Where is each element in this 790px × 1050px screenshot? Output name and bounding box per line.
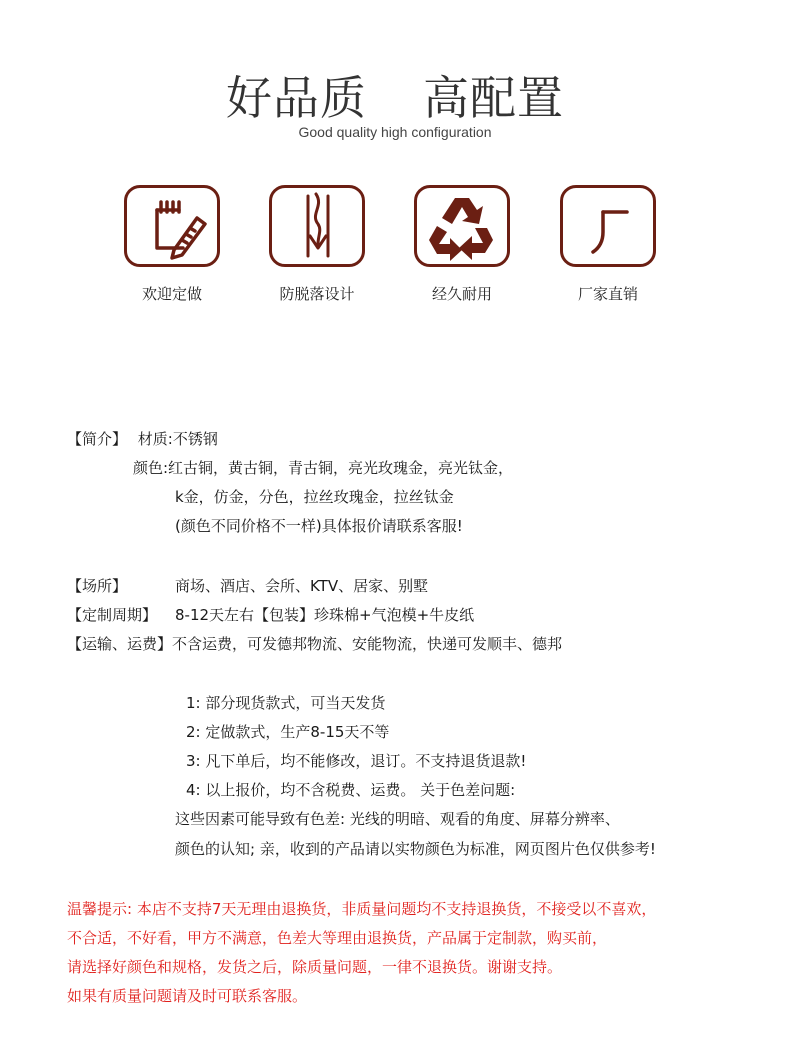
feature-label: 欢迎定做 xyxy=(141,285,202,303)
notice-line: 温馨提示: 本店不支持7天无理由退换货，非质量问题均不支持退换货，不接受以不喜欢， xyxy=(67,900,657,918)
shipping-row xyxy=(67,633,562,654)
notice-line: 不合适，不好看，甲方不满意，色差大等理由退换货，产品属于定制款，购买前， xyxy=(67,929,608,947)
feature-custom xyxy=(120,185,224,304)
recycle-icon xyxy=(417,188,507,264)
intro-material-row xyxy=(67,428,218,449)
color-diff-line: 这些因素可能导致有色差: 光线的明暗、观看的角度、屏幕分辨率、 xyxy=(175,810,620,828)
feature-icon-box xyxy=(269,185,365,267)
feature-icon-box xyxy=(560,185,656,267)
feature-label: 经久耐用 xyxy=(431,285,492,303)
intro-color-note: (颜色不同价格不一样)具体报价请联系客服! xyxy=(175,517,463,535)
title-right: 高配置 xyxy=(423,71,564,125)
venue-tag: 【场所】 xyxy=(67,577,128,595)
cycle-tag: 【定制周期】 xyxy=(67,606,158,624)
intro-tag: 【简介】 xyxy=(67,430,128,448)
note-item: 1: 部分现货款式，可当天发货 xyxy=(186,694,386,712)
feature-label: 厂家直销 xyxy=(577,285,638,303)
anti-fall-arrow-icon xyxy=(272,188,362,264)
feature-anti-fall xyxy=(265,185,369,304)
page-title xyxy=(0,62,790,128)
feature-icon-box xyxy=(414,185,510,267)
note-item: 4: 以上报价，均不含税费、运费。 关于色差问题: xyxy=(186,781,516,799)
shipping-value: 不含运费，可发德邦物流、安能物流，快递可发顺丰、德邦 xyxy=(172,635,563,653)
page-subtitle: Good quality high configuration xyxy=(298,124,492,140)
shipping-tag: 【运输、运费】 xyxy=(67,635,173,653)
notice-line: 请选择好颜色和规格，发货之后，除质量问题，一律不退换货。谢谢支持。 xyxy=(67,958,563,976)
color-diff-line: 颜色的认知; 亲，收到的产品请以实物颜色为标准，网页图片色仅供参考! xyxy=(175,840,656,858)
factory-icon xyxy=(563,188,653,264)
intro-material: 材质:不锈钢 xyxy=(137,430,218,448)
cycle-row xyxy=(67,604,474,625)
intro-color-line1: 颜色:红古铜，黄古铜，青古铜，亮光玫瑰金，亮光钛金， xyxy=(133,459,514,477)
note-item: 2: 定做款式，生产8-15天不等 xyxy=(186,723,390,741)
venue-value: 商场、酒店、会所、KTV、居家、别墅 xyxy=(175,577,429,595)
feature-label: 防脱落设计 xyxy=(279,285,355,303)
feature-icon-box xyxy=(124,185,220,267)
venue-row xyxy=(67,575,428,596)
intro-color-line2: k金，仿金，分色，拉丝玫瑰金，拉丝钛金 xyxy=(175,488,454,506)
feature-factory xyxy=(556,185,660,304)
cycle-value: 8-12天左右【包装】珍珠棉+气泡模+牛皮纸 xyxy=(175,606,475,624)
title-left: 好品质 xyxy=(226,71,367,125)
feature-durable xyxy=(410,185,514,304)
note-item: 3: 凡下单后，均不能修改，退订。不支持退货退款! xyxy=(186,752,527,770)
notepad-pencil-icon xyxy=(127,188,217,264)
notice-line: 如果有质量问题请及时可联系客服。 xyxy=(67,987,308,1005)
